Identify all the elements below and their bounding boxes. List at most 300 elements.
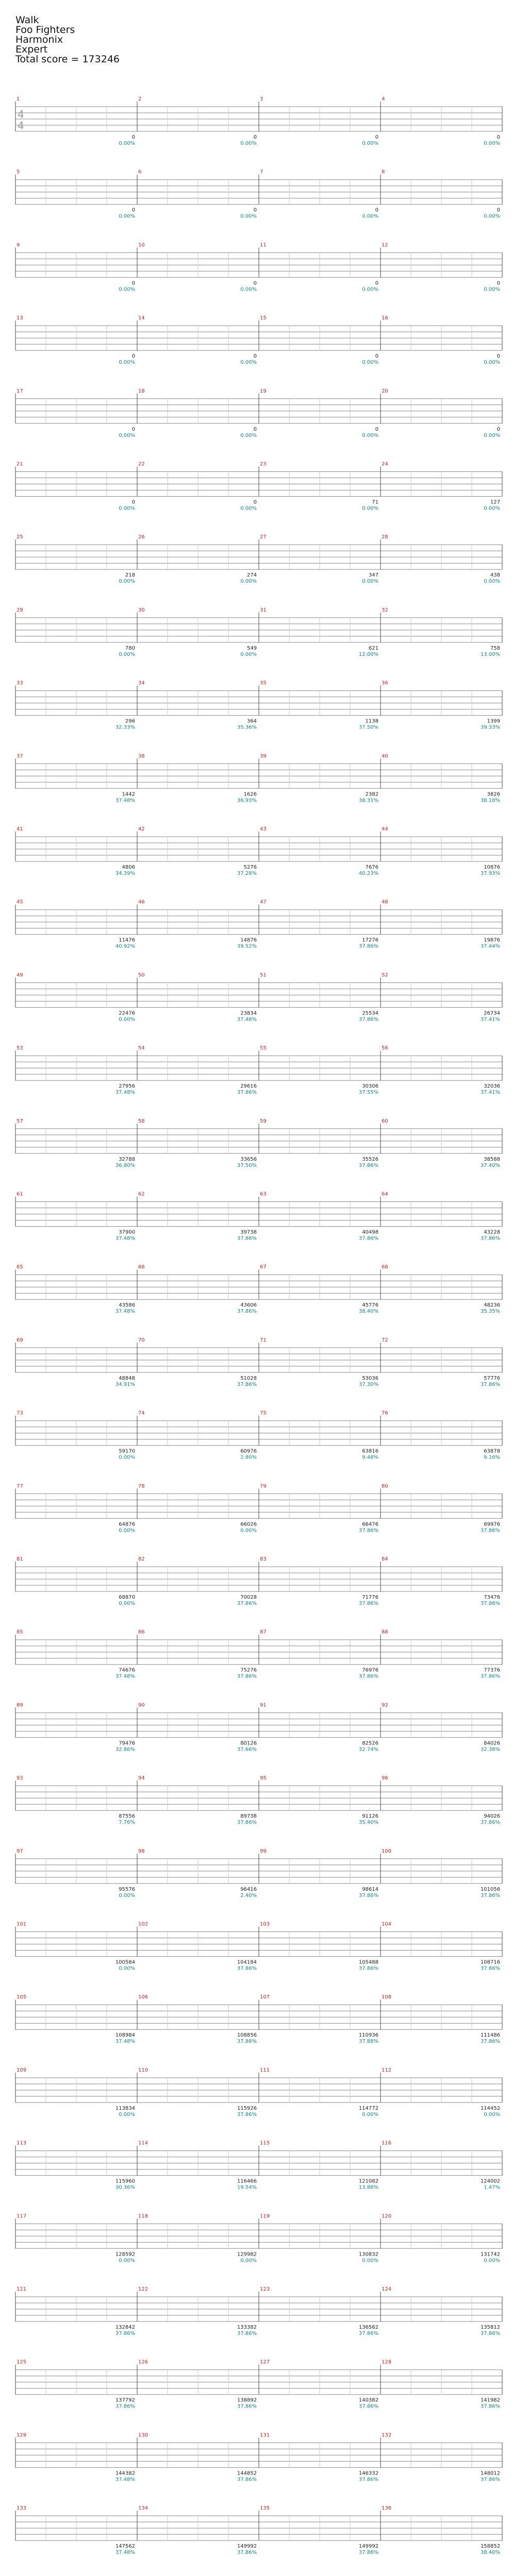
- measure-score: 132842: [115, 2325, 135, 2330]
- measure-percent: 0.00%: [119, 360, 135, 366]
- bar-number: 8: [382, 169, 385, 175]
- measure-score: 69976: [484, 1521, 500, 1528]
- measure-score: 60976: [240, 1448, 257, 1454]
- measure-score: 40498: [362, 1229, 378, 1235]
- measure-percent: 13.00%: [480, 651, 500, 657]
- measure-score: 549: [246, 645, 257, 651]
- measure-percent: 37.48%: [115, 2039, 135, 2045]
- bar-number: 68: [382, 1264, 388, 1270]
- measure-percent: 37.40%: [480, 1162, 500, 1168]
- measure-score: 0: [131, 353, 135, 360]
- measure-percent: 0.00%: [119, 286, 135, 293]
- chart-row: [15, 1050, 502, 1080]
- measure-score: 79476: [119, 1740, 135, 1747]
- measure-score: 51028: [240, 1375, 257, 1381]
- measure-score: 75276: [240, 1667, 257, 1673]
- measure-percent: 0.00%: [240, 432, 257, 438]
- chart-row: [15, 1416, 502, 1446]
- chart-row: [15, 1635, 502, 1665]
- measure-score: 141982: [480, 2397, 500, 2403]
- measure-percent: 0.00%: [240, 1528, 257, 1534]
- measure-score: 121082: [358, 2178, 378, 2184]
- measure-percent: 0.00%: [119, 2258, 135, 2264]
- chart-row: [15, 2437, 502, 2467]
- bar-number: 129: [16, 2432, 27, 2438]
- measure-score: 137792: [115, 2397, 135, 2403]
- bar-number: 58: [138, 1118, 145, 1124]
- bar-number: 22: [138, 461, 145, 467]
- bar-number: 105: [16, 1994, 27, 2001]
- measure-percent: 37.86%: [237, 2039, 257, 2045]
- bar-number: 76: [382, 1410, 388, 1416]
- measure-percent: 0.00%: [240, 286, 257, 293]
- measure-score: 0: [131, 499, 135, 505]
- measure-score: 23834: [240, 1010, 257, 1016]
- bar-number: 128: [382, 2359, 392, 2365]
- measure-score: 95576: [119, 1886, 135, 1892]
- chart-row: [15, 2218, 502, 2248]
- measure-score: 1626: [243, 791, 257, 798]
- measure-percent: 35.36%: [237, 724, 257, 731]
- measure-percent: 37.86%: [237, 1673, 257, 1680]
- bar-number: 115: [260, 2140, 270, 2146]
- bar-number: 86: [138, 1629, 145, 1635]
- chart-row: [15, 1707, 502, 1737]
- measure-score: 77376: [484, 1667, 500, 1673]
- measure-score: 0: [131, 207, 135, 213]
- bar-number: 107: [260, 1994, 270, 2001]
- bar-number: 49: [16, 972, 23, 978]
- bar-number: 50: [138, 972, 145, 978]
- bar-number: 29: [16, 607, 23, 613]
- bar-number: 24: [382, 461, 388, 467]
- measure-score: 115960: [115, 2178, 135, 2184]
- measure-percent: 9.48%: [362, 1454, 378, 1461]
- chart-row: [15, 613, 502, 642]
- measure-percent: 37.86%: [480, 1601, 500, 1606]
- bar-number: 101: [16, 1921, 27, 1927]
- bar-number: 51: [260, 972, 267, 978]
- measure-score: 111486: [480, 2032, 500, 2039]
- measure-percent: 37.86%: [237, 2477, 257, 2483]
- bar-number: 114: [138, 2140, 148, 2146]
- measure-score: 108716: [480, 1959, 500, 1965]
- bar-number: 116: [382, 2140, 392, 2146]
- measure-percent: 37.86%: [358, 1162, 378, 1168]
- measure-percent: 0.00%: [484, 360, 500, 366]
- chart-row: [15, 2146, 502, 2176]
- bar-number: 93: [16, 1775, 23, 1782]
- chart-row: [15, 758, 502, 788]
- measure-score: 144382: [115, 2470, 135, 2477]
- total-score: Total score = 173246: [15, 54, 120, 65]
- bar-number: 60: [382, 1118, 388, 1124]
- bar-number: 135: [260, 2505, 270, 2512]
- measure-percent: 0.00%: [240, 360, 257, 366]
- measure-percent: 37.86%: [358, 2477, 378, 2483]
- measure-score: 0: [375, 426, 378, 432]
- bar-number: 89: [16, 1702, 23, 1708]
- bar-number: 110: [138, 2067, 148, 2073]
- measure-percent: 0.00%: [119, 1892, 135, 1899]
- bar-number: 36: [382, 680, 388, 686]
- measure-score: 39738: [240, 1229, 257, 1235]
- chart-row: [15, 977, 502, 1007]
- measure-score: 347: [368, 572, 378, 579]
- measure-score: 5276: [243, 865, 257, 870]
- measure-score: 0: [131, 426, 135, 432]
- bar-number: 90: [138, 1702, 145, 1708]
- measure-score: 114452: [480, 2105, 500, 2111]
- bar-number: 104: [382, 1921, 392, 1927]
- measure-percent: 38.40%: [358, 1309, 378, 1315]
- bar-number: 17: [16, 388, 23, 394]
- measure-score: 780: [125, 645, 135, 651]
- chart-row: [15, 1999, 502, 2029]
- bar-number: 1: [16, 96, 20, 102]
- bar-number: 14: [138, 315, 145, 321]
- measure-score: 0: [497, 426, 500, 432]
- bar-number: 57: [16, 1118, 23, 1124]
- measure-percent: 37.93%: [480, 871, 500, 876]
- measure-percent: 0.00%: [119, 1965, 135, 1972]
- measure-percent: 32.38%: [480, 1747, 500, 1753]
- measure-percent: 0.00%: [362, 141, 378, 146]
- bar-number: 20: [382, 388, 388, 394]
- bar-number: 74: [138, 1410, 145, 1416]
- bar-number: 122: [138, 2286, 148, 2292]
- bar-number: 117: [16, 2213, 27, 2219]
- measure-percent: 0.00%: [240, 579, 257, 585]
- bar-number: 131: [260, 2432, 270, 2438]
- measure-score: 218: [125, 572, 135, 579]
- measure-score: 66476: [362, 1521, 378, 1528]
- measure-score: 0: [253, 499, 257, 505]
- measure-percent: 37.86%: [237, 2403, 257, 2410]
- measure-score: 10876: [484, 865, 500, 870]
- chart-row: [15, 175, 502, 205]
- measure-score: 0: [131, 134, 135, 140]
- measure-percent: 0.00%: [119, 2111, 135, 2117]
- chart-row: [15, 1269, 502, 1299]
- measure-score: 108856: [237, 2032, 257, 2039]
- measure-percent: 37.86%: [480, 2403, 500, 2410]
- bar-number: 78: [138, 1483, 145, 1489]
- bar-number: 70: [138, 1337, 145, 1343]
- bar-number: 83: [260, 1556, 267, 1562]
- measure-percent: 37.44%: [480, 943, 500, 950]
- measure-score: 27956: [119, 1083, 135, 1090]
- chart-row: [15, 2511, 502, 2540]
- measure-score: 11476: [119, 937, 135, 943]
- measure-percent: 37.86%: [237, 1309, 257, 1315]
- measure-score: 116466: [237, 2178, 257, 2184]
- chart-row: [15, 1343, 502, 1372]
- measure-score: 45776: [362, 1302, 378, 1309]
- measure-percent: 37.86%: [480, 2477, 500, 2483]
- measure-score: 1442: [122, 791, 135, 798]
- measure-percent: 0.00%: [362, 432, 378, 438]
- bar-number: 54: [138, 1045, 145, 1052]
- chart-row: [15, 539, 502, 569]
- measure-percent: 37.88%: [358, 2039, 378, 2045]
- measure-percent: 0.00%: [484, 2111, 500, 2117]
- measure-score: 68870: [119, 1595, 135, 1600]
- measure-score: 0: [497, 353, 500, 360]
- measure-percent: 37.48%: [115, 1673, 135, 1680]
- measure-percent: 37.48%: [115, 1309, 135, 1315]
- measure-percent: 37.86%: [358, 2331, 378, 2336]
- measure-percent: 37.86%: [237, 2550, 257, 2556]
- chart-row: [15, 467, 502, 497]
- bar-number: 132: [382, 2432, 392, 2438]
- measure-score: 105488: [358, 1959, 378, 1965]
- bar-number: 35: [260, 680, 267, 686]
- measure-score: 0: [497, 134, 500, 140]
- measure-score: 0: [497, 207, 500, 213]
- bar-number: 19: [260, 388, 267, 394]
- bar-number: 133: [16, 2505, 27, 2512]
- bar-number: 123: [260, 2286, 270, 2292]
- measure-percent: 37.48%: [115, 798, 135, 804]
- measure-score: 296: [125, 718, 135, 724]
- measure-percent: 35.40%: [358, 1820, 378, 1826]
- measure-score: 22476: [119, 1010, 135, 1016]
- measure-score: 89738: [240, 1814, 257, 1820]
- measure-score: 73476: [484, 1595, 500, 1600]
- measure-percent: 19.54%: [237, 2184, 257, 2191]
- measure-percent: 37.48%: [237, 1016, 257, 1023]
- measure-percent: 38.31%: [358, 798, 378, 804]
- measure-score: 82526: [362, 1740, 378, 1747]
- measure-score: 48236: [484, 1302, 500, 1309]
- bar-number: 97: [16, 1848, 23, 1854]
- measure-percent: 37.48%: [115, 1235, 135, 1242]
- bar-number: 96: [382, 1775, 388, 1782]
- bar-number: 25: [16, 534, 23, 540]
- measure-score: 19876: [484, 937, 500, 943]
- bar-number: 7: [260, 169, 263, 175]
- measure-percent: 37.86%: [358, 1235, 378, 1242]
- measure-percent: 37.50%: [237, 1162, 257, 1168]
- measure-percent: 37.55%: [358, 1090, 378, 1096]
- bar-number: 88: [382, 1629, 388, 1635]
- bar-number: 119: [260, 2213, 270, 2219]
- bar-number: 72: [382, 1337, 388, 1343]
- chart-row: [15, 1854, 502, 1884]
- measure-percent: 0.00%: [119, 1601, 135, 1606]
- measure-percent: 34.91%: [115, 1381, 135, 1387]
- bar-number: 113: [16, 2140, 27, 2146]
- measure-score: 0: [375, 353, 378, 360]
- measure-score: 84026: [484, 1740, 500, 1747]
- bar-number: 9: [16, 242, 20, 248]
- measure-percent: 37.86%: [237, 1965, 257, 1972]
- bar-number: 64: [382, 1191, 388, 1197]
- measure-score: 124002: [480, 2178, 500, 2184]
- measure-score: 108984: [115, 2032, 135, 2039]
- measure-percent: 0.00%: [119, 579, 135, 585]
- bar-number: 65: [16, 1264, 23, 1270]
- measure-percent: 37.86%: [358, 943, 378, 950]
- measure-score: 0: [253, 280, 257, 286]
- measure-percent: 37.86%: [480, 1235, 500, 1242]
- measure-percent: 0.00%: [119, 1016, 135, 1023]
- measure-score: 3826: [487, 791, 500, 798]
- measure-percent: 37.86%: [358, 1892, 378, 1899]
- measure-percent: 0.00%: [484, 286, 500, 293]
- measure-percent: 37.41%: [480, 1016, 500, 1023]
- bar-number: 77: [16, 1483, 23, 1489]
- measure-percent: 32.33%: [115, 724, 135, 731]
- measure-percent: 0.00%: [119, 432, 135, 438]
- bar-number: 2: [138, 96, 142, 102]
- bar-number: 38: [138, 753, 145, 759]
- bar-number: 100: [382, 1848, 392, 1854]
- measure-percent: 2.40%: [240, 1892, 257, 1899]
- measure-score: 0: [253, 207, 257, 213]
- measure-percent: 0.00%: [484, 579, 500, 585]
- measure-score: 32788: [119, 1156, 135, 1162]
- measure-score: 0: [253, 134, 257, 140]
- bar-number: 21: [16, 461, 23, 467]
- bar-number: 130: [138, 2432, 148, 2438]
- measure-percent: 38.40%: [480, 2550, 500, 2556]
- measure-percent: 0.00%: [119, 505, 135, 512]
- measure-percent: 37.86%: [237, 1820, 257, 1826]
- measure-percent: 37.86%: [480, 1892, 500, 1899]
- bar-number: 94: [138, 1775, 145, 1782]
- bar-number: 6: [138, 169, 142, 175]
- measure-percent: 37.86%: [237, 2331, 257, 2336]
- measure-score: 110936: [358, 2032, 378, 2039]
- measure-score: 43228: [484, 1229, 500, 1235]
- measure-percent: 37.41%: [480, 1090, 500, 1096]
- measure-score: 101056: [480, 1886, 500, 1892]
- measure-score: 91126: [362, 1814, 378, 1820]
- measure-percent: 37.28%: [237, 871, 257, 876]
- measure-score: 71776: [362, 1595, 378, 1600]
- bar-number: 15: [260, 315, 267, 321]
- chart-row: [15, 101, 502, 131]
- measure-percent: 0.00%: [484, 432, 500, 438]
- measure-score: 64876: [119, 1521, 135, 1528]
- measure-score: 758: [490, 645, 500, 651]
- measure-percent: 38.18%: [480, 798, 500, 804]
- measure-percent: 2.80%: [240, 1454, 257, 1461]
- bar-number: 27: [260, 534, 267, 540]
- measure-percent: 0.00%: [362, 286, 378, 293]
- measure-percent: 0.00%: [119, 141, 135, 146]
- bar-number: 75: [260, 1410, 267, 1416]
- measure-score: 138892: [237, 2397, 257, 2403]
- bar-number: 108: [382, 1994, 392, 2001]
- bar-number: 23: [260, 461, 267, 467]
- bar-number: 46: [138, 899, 145, 905]
- measure-score: 48848: [119, 1375, 135, 1381]
- measure-percent: 37.86%: [358, 1016, 378, 1023]
- measure-percent: 0.00%: [240, 505, 257, 512]
- measure-percent: 37.86%: [480, 1820, 500, 1826]
- measure-score: 146332: [358, 2470, 378, 2477]
- measure-score: 59170: [119, 1448, 135, 1454]
- measure-score: 4806: [122, 865, 135, 870]
- bar-number: 47: [260, 899, 267, 905]
- bar-number: 41: [16, 826, 23, 832]
- measure-score: 140382: [358, 2397, 378, 2403]
- bar-number: 4: [382, 96, 385, 102]
- measure-score: 26734: [484, 1010, 500, 1016]
- bar-number: 81: [16, 1556, 23, 1562]
- measure-percent: 37.86%: [480, 1965, 500, 1972]
- bar-number: 45: [16, 899, 23, 905]
- measure-score: 33656: [240, 1156, 257, 1162]
- chart-row: [15, 320, 502, 350]
- measure-score: 128592: [115, 2251, 135, 2258]
- measure-score: 43606: [240, 1302, 257, 1309]
- chart-row: [15, 1927, 502, 1957]
- measure-score: 25534: [362, 1010, 378, 1016]
- measure-score: 53036: [362, 1375, 378, 1381]
- measure-score: 129982: [237, 2251, 257, 2258]
- measure-score: 63878: [484, 1448, 500, 1454]
- chart-row: [15, 2292, 502, 2321]
- chart-row: [15, 1562, 502, 1591]
- measure-score: 98614: [362, 1886, 378, 1892]
- bar-number: 11: [260, 242, 267, 248]
- measure-percent: 37.48%: [115, 2550, 135, 2556]
- bar-number: 56: [382, 1045, 388, 1052]
- bar-number: 73: [16, 1410, 23, 1416]
- measure-percent: 0.00%: [240, 651, 257, 657]
- measure-score: 114772: [358, 2105, 378, 2111]
- measure-percent: 37.86%: [237, 1381, 257, 1387]
- chart-row: [15, 1124, 502, 1154]
- measure-percent: 0.00%: [119, 213, 135, 219]
- bar-number: 80: [382, 1483, 388, 1489]
- bar-number: 42: [138, 826, 145, 832]
- bar-number: 32: [382, 607, 388, 613]
- measure-percent: 0.00%: [119, 651, 135, 657]
- measure-percent: 30.36%: [115, 2184, 135, 2191]
- chart-row: [15, 2073, 502, 2103]
- measure-score: 96416: [240, 1886, 257, 1892]
- measure-percent: 0.00%: [484, 141, 500, 146]
- bar-number: 98: [138, 1848, 145, 1854]
- measure-percent: 9.16%: [484, 1454, 500, 1461]
- bar-number: 87: [260, 1629, 267, 1635]
- measure-percent: 0.00%: [484, 213, 500, 219]
- bar-number: 66: [138, 1264, 145, 1270]
- measure-percent: 37.86%: [358, 2550, 378, 2556]
- measure-percent: 37.86%: [358, 1965, 378, 1972]
- measure-score: 0: [253, 426, 257, 432]
- chart-row: [15, 832, 502, 861]
- measure-percent: 37.86%: [480, 1381, 500, 1387]
- bar-number: 16: [382, 315, 388, 321]
- bar-number: 53: [16, 1045, 23, 1052]
- bar-number: 125: [16, 2359, 27, 2365]
- bar-number: 69: [16, 1337, 23, 1343]
- measure-score: 147562: [115, 2544, 135, 2550]
- bar-number: 106: [138, 1994, 148, 2001]
- chart-row: [15, 1197, 502, 1227]
- measure-percent: 39.33%: [480, 724, 500, 731]
- measure-score: 0: [375, 280, 378, 286]
- bar-number: 85: [16, 1629, 23, 1635]
- measure-score: 130832: [358, 2251, 378, 2258]
- measure-percent: 0.00%: [362, 2258, 378, 2264]
